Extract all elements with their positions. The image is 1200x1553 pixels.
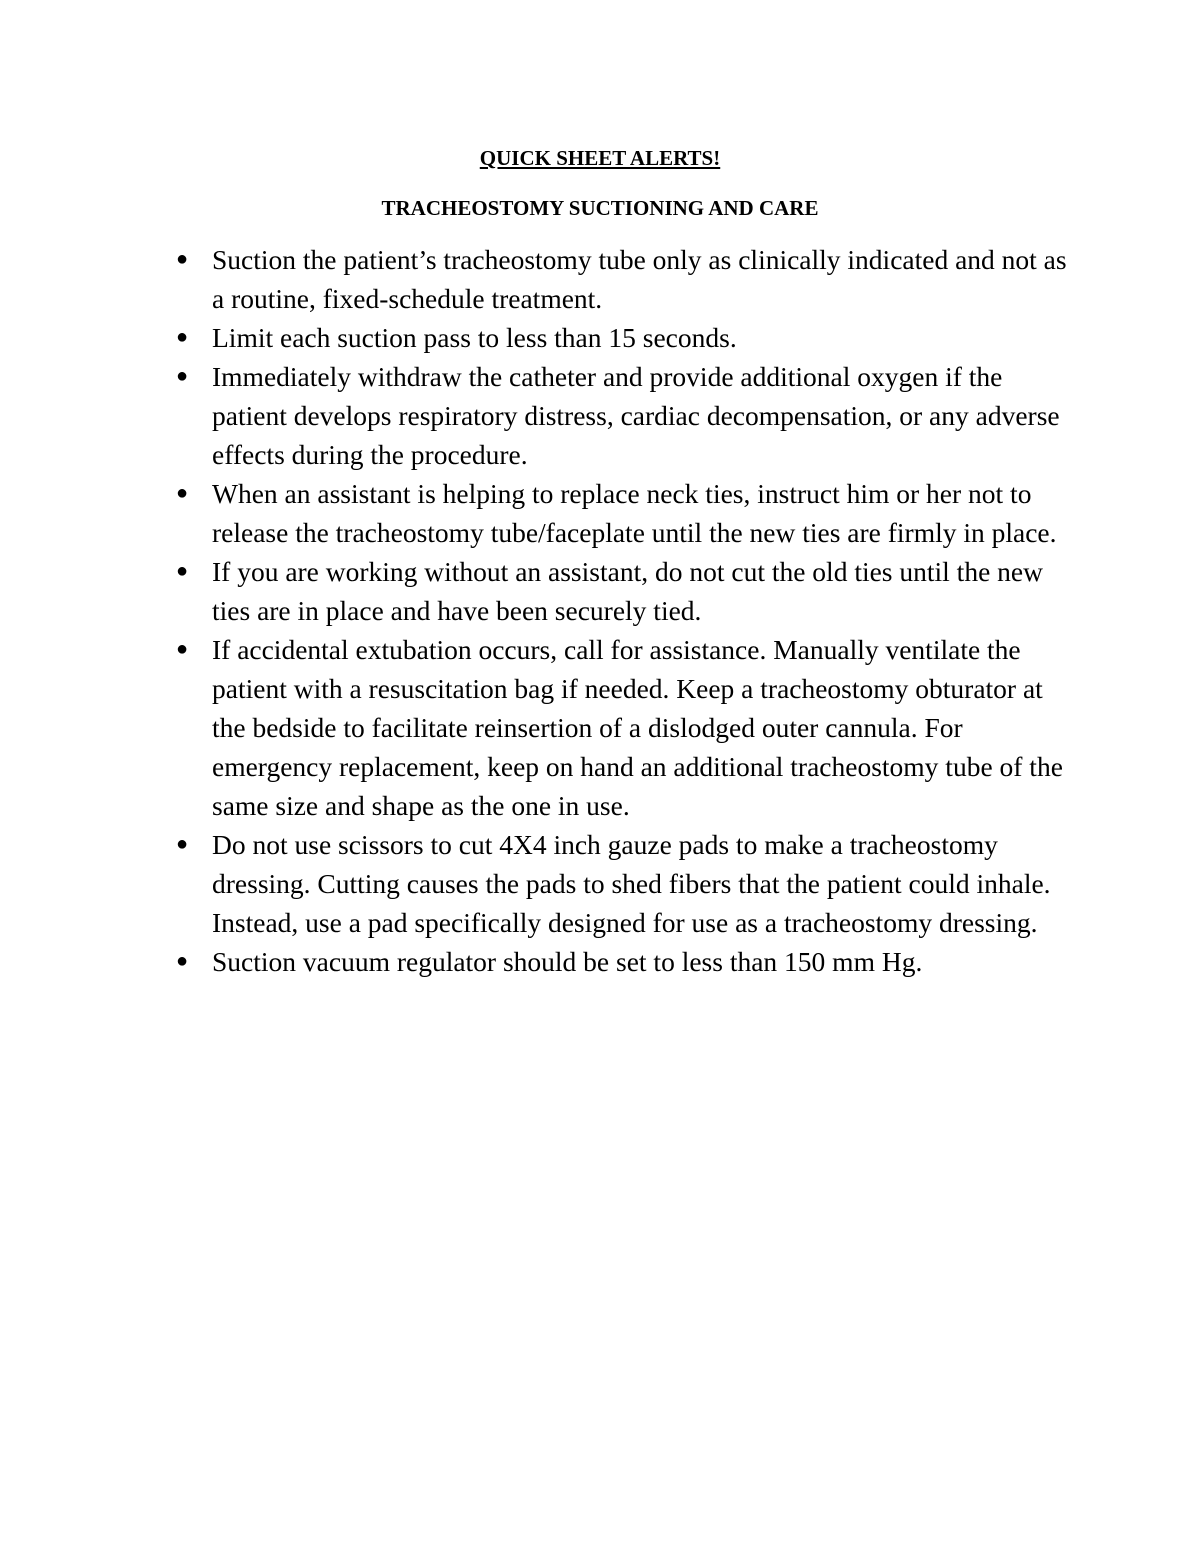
list-item — [175, 318, 1082, 357]
bullet-icon: ● — [175, 482, 189, 504]
list-item — [175, 942, 1082, 981]
bullet-icon: ● — [175, 950, 189, 972]
list-item — [175, 474, 1082, 552]
list-item-text: When an assistant is helping to replace neck ties, instruct him or her not to release the tracheostomy tube/faceplate until the new ties are firmly in place. — [212, 478, 1057, 548]
list-item — [175, 240, 1082, 318]
list-item — [175, 552, 1082, 630]
list-item — [175, 630, 1082, 825]
bullet-icon: ● — [175, 638, 189, 660]
list-item-text: Do not use scissors to cut 4X4 inch gauze pads to make a tracheostomy dressing. Cutting causes the pads to shed fibers that the patient could inhale. Instead, use a pad specifically designed for use as a tracheostomy dressing. — [212, 829, 1051, 938]
document-title: QUICK SHEET ALERTS! — [479, 146, 721, 170]
list-item — [175, 357, 1082, 474]
document-subtitle: TRACHEOSTOMY SUCTIONING AND CARE — [381, 196, 819, 220]
bullet-icon: ● — [175, 560, 189, 582]
list-item-text: Immediately withdraw the catheter and provide additional oxygen if the patient develops respiratory distress, cardiac decompensation, or any adverse effects during the procedure. — [212, 361, 1060, 470]
alert-list — [175, 240, 1082, 981]
bullet-icon: ● — [175, 833, 189, 855]
bullet-icon: ● — [175, 365, 189, 387]
bullet-icon: ● — [175, 326, 189, 348]
list-item-text: Suction the patient’s tracheostomy tube only as clinically indicated and not as a routine, fixed-schedule treatment. — [212, 244, 1067, 314]
bullet-icon: ● — [175, 248, 189, 270]
list-item-text: If accidental extubation occurs, call for assistance. Manually ventilate the patient with a resuscitation bag if needed. Keep a tracheostomy obturator at the bedside to facilitate reinsertion of a dislodged outer cannula. For emergency replacement, keep on hand an additional tracheostomy tube of the same size and shape as the one in use. — [212, 634, 1063, 821]
list-item-text: If you are working without an assistant, do not cut the old ties until the new ties are in place and have been securely tied. — [212, 556, 1043, 626]
list-item-text: Suction vacuum regulator should be set to less than 150 mm Hg. — [212, 946, 923, 977]
list-item-text: Limit each suction pass to less than 15 seconds. — [212, 322, 737, 353]
list-item — [175, 825, 1082, 942]
